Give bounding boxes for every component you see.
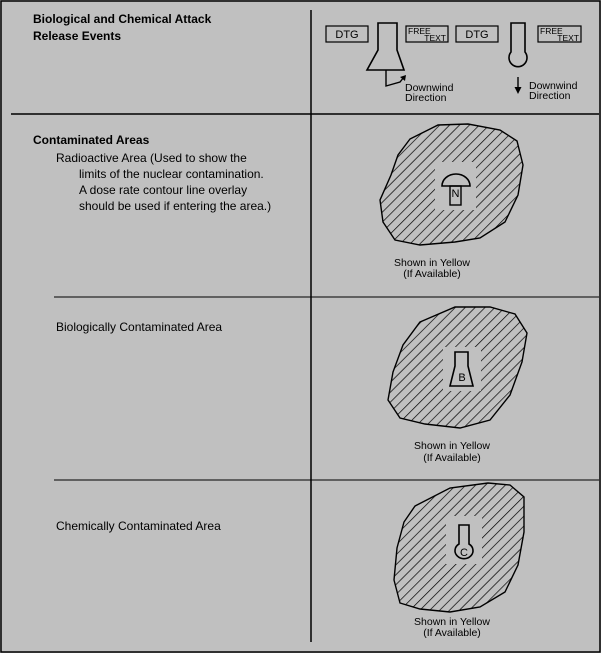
free-text-label-2: TEXT	[557, 33, 579, 43]
area-letter: B	[458, 372, 466, 384]
downwind-caption-1: Downwind	[405, 82, 454, 94]
release-events-title-line-1: Biological and Chemical Attack	[33, 12, 212, 26]
downwind-caption-2: Direction	[529, 90, 571, 102]
downwind-caption-2: Direction	[405, 92, 447, 104]
radioactive-desc-line-2: limits of the nuclear contamination.	[79, 167, 264, 181]
biological-area-label: Biologically Contaminated Area	[56, 320, 223, 334]
contaminated-areas-title: Contaminated Areas	[33, 133, 150, 147]
chemical-release-symbol	[456, 23, 581, 102]
radioactive-area-symbol	[380, 124, 523, 245]
biological-caption-1: Shown in Yellow	[414, 440, 490, 452]
biological-release-symbol	[326, 23, 454, 104]
radioactive-caption-2: (If Available)	[403, 268, 461, 280]
area-letter: N	[451, 188, 460, 200]
free-text-label-2: TEXT	[424, 33, 446, 43]
free-text-label-1: FREE	[540, 26, 563, 36]
radioactive-desc-line-1: Radioactive Area (Used to show the	[56, 151, 247, 165]
radioactive-desc-line-3: A dose rate contour line overlay	[79, 183, 248, 197]
chemical-caption-1: Shown in Yellow	[414, 616, 490, 628]
flask-release-icon	[367, 23, 404, 70]
chemical-caption-2: (If Available)	[423, 627, 481, 639]
biological-caption-2: (If Available)	[423, 452, 481, 464]
chemical-area-symbol	[394, 483, 524, 612]
chemical-area-label: Chemically Contaminated Area	[56, 519, 221, 533]
dtg-label: DTG	[335, 29, 359, 41]
retort-release-icon	[509, 23, 527, 67]
biological-area-symbol	[388, 307, 527, 428]
dtg-label: DTG	[465, 29, 489, 41]
area-letter: C	[460, 547, 468, 559]
radioactive-caption-1: Shown in Yellow	[394, 257, 470, 269]
release-events-title-line-2: Release Events	[33, 29, 122, 43]
downwind-caption-1: Downwind	[529, 80, 578, 92]
free-text-label-1: FREE	[408, 26, 431, 36]
radioactive-desc-line-4: should be used if entering the area.)	[79, 199, 272, 213]
